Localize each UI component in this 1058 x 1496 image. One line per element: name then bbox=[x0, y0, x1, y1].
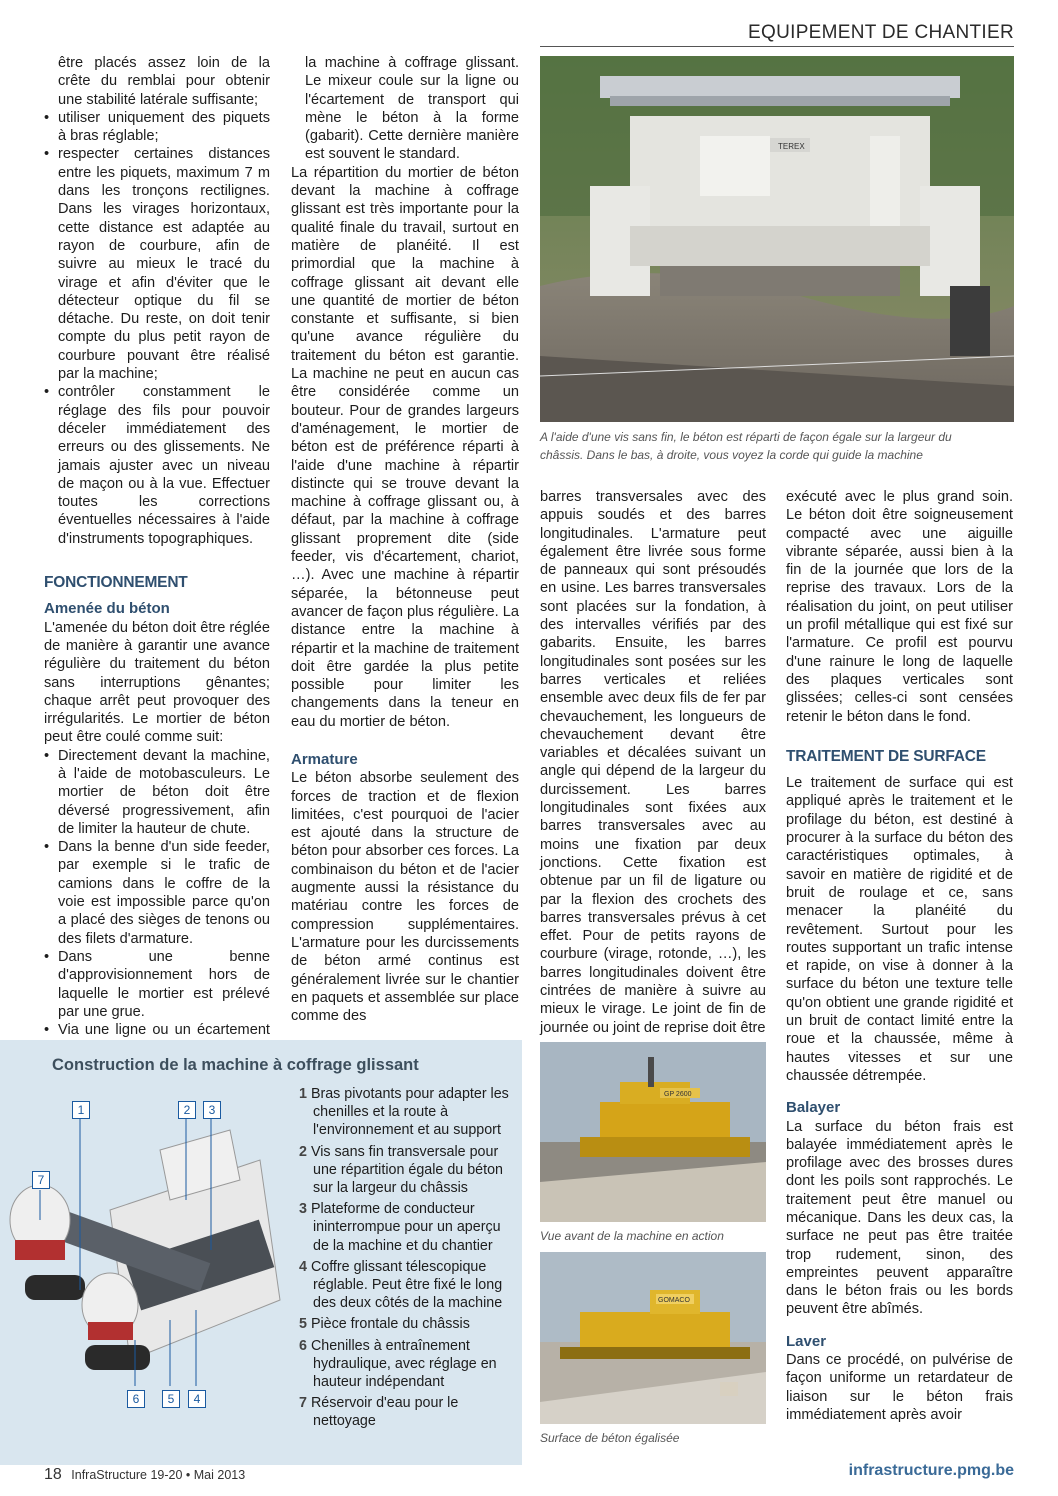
col1-bullets-2 bbox=[44, 747, 270, 1058]
header-rule bbox=[540, 46, 1014, 47]
photo-surface bbox=[540, 1252, 766, 1424]
parts-list bbox=[299, 1085, 511, 1434]
heading-traitement: TRAITEMENT DE SURFACE bbox=[786, 747, 986, 765]
callout-4: 4 bbox=[188, 1390, 206, 1408]
subheading-amenee: Amenée du béton bbox=[44, 600, 170, 618]
list-item: • respecter certaines distances entre les piquets, maximum 7 m dans les tronçons rectilignes. Dans les virages horizontaux, cette distance est adaptée au rayon de courbure, afin de suivre au mieux le tracé du virage et afin d'éviter que le détecteur optique du fil se détache. Du reste, on doit tenir compte du plus petit rayon de courbure pouvant être réalisé par la machine; bbox=[44, 145, 270, 383]
subheading-laver: Laver bbox=[786, 1332, 827, 1350]
machine-model-label: GP 2600 bbox=[664, 1091, 692, 1098]
callout-3: 3 bbox=[203, 1101, 221, 1119]
list-item: 1 Bras pivotants pour adapter les chenilles et la route à l'environnement et au support bbox=[299, 1086, 509, 1139]
column-2 bbox=[291, 54, 519, 1025]
callout-7: 7 bbox=[32, 1171, 50, 1189]
col4-para4: Dans ce procédé, on pulvérise de façon uniforme un retardateur de liaison sur le béton frais immédiatement après avoir bbox=[786, 1352, 1013, 1423]
construction-box-title: Construction de la machine à coffrage glissant bbox=[52, 1056, 419, 1074]
list-item: • Via une ligne ou un écartement bbox=[44, 1021, 270, 1058]
list-item: 3 Plateforme de conducteur ininterrompue pour un aperçu de la machine et du chantier bbox=[299, 1201, 501, 1254]
col2-para2: Le béton absorbe seulement des forces de traction et de flexion limitées, c'est pourquoi de l'acier est ajouté dans la structure de béton pour absorber ces forces. La combinaison du béton et de l'acier augmente aussi la résistance du matériau contre les forces de compression supplémentaires. L'armature pour les durcissements de béton armé continus est généralement livrée sur le chantier en paquets et assemblée sur place comme des bbox=[291, 770, 519, 1025]
callout-1: 1 bbox=[72, 1101, 90, 1119]
front-view-illustration bbox=[540, 1042, 766, 1222]
col1-para: L'amenée du béton doit être réglée de manière à garantir une avance régulière du traitement du béton sans interruptions gênantes; chaque arrêt peut provoquer des irrégularités. Le mortier de béton peut être coulé comme suit: bbox=[44, 619, 270, 746]
list-item: • Directement devant la machine, à l'aide de motobasculeurs. Le mortier de béton doit être déversé progressivement, afin de limiter la hauteur de chute. bbox=[44, 747, 270, 838]
list-item: 7 Réservoir d'eau pour le nettoyage bbox=[299, 1395, 459, 1430]
footer-left bbox=[44, 1466, 245, 1484]
subheading-armature: Armature bbox=[291, 750, 358, 768]
col2-para: La répartition du mortier de béton devant la machine à coffrage glissant est très importante pour la qualité finale du travail, surtout en matière de planéité. Il est primordial que la machine à coffrage glissant ait devant elle une quantité de mortier de béton constante et suffisante, si bien qu'une avance régulière du traitement du béton est garantie. La machine ne peut en aucun cas être considérée comme un bouteur. Pour de grandes largeurs d'aménagement, le mortier de béton est de préférence réparti à l'aide d'une machine à répartir distincte qui se trouve devant la machine à coffrage glissant ou, à défaut, par la machine à coffrage glissant proprement dite (side feeder, vis d'écartement, chariot, …). Avec une machine à répartir séparée, la bétonneuse peut avancer de façon plus régulière. La distance entre la machine à répartir et la machine de traitement doit être gardée la plus petite possible pour limiter les changements dans la teneur en eau du mortier de béton. bbox=[291, 164, 519, 730]
col1-bullets bbox=[44, 109, 270, 548]
col4-para3: La surface du béton frais est balayée immédiatement après le profilage avec des brosses dures dont les poils sont rapprochés. Le traitement peut être manuel ou mécanique. Dans les deux cas, la surface ne peut pas être traitée trop rudement, sinon, des empreintes peuvent apparaître dans le béton frais ou les bords peuvent être abîmés. bbox=[786, 1118, 1013, 1318]
caption-front-view: Vue avant de la machine en action bbox=[540, 1229, 724, 1243]
callout-5: 5 bbox=[162, 1390, 180, 1408]
col4-para: exécuté avec le plus grand soin. Le béton doit être soigneusement compacté avec une aiguille vibrante séparée, aussi bien à la fin de la journée que lors de la reprise des travaux. Lors de la réalisation du joint, on peut utiliser un profil métallique qui est fixé sur l'armature. Ce profil est pourvu d'une rainure le long de laquelle des plaques verticales sont glissées; celles-ci sont censées retenir le béton dans le fond. bbox=[786, 489, 1013, 725]
list-item: 4 Coffre glissant télescopique réglable. Peut être fixé le long des deux côtés de la machine bbox=[299, 1258, 503, 1312]
callout-2: 2 bbox=[178, 1101, 196, 1119]
col2-lead: la machine à coffrage glissant. Le mixeur coule sur la ligne ou l'écartement de transport qui mène le béton à la forme (gabarit). Cette dernière manière est souvent le standard. bbox=[305, 55, 519, 163]
subheading-balayer: Balayer bbox=[786, 1099, 841, 1117]
machine-diagram bbox=[0, 1090, 290, 1420]
section-header: EQUIPEMENT DE CHANTIER bbox=[748, 22, 1014, 43]
publication-info: InfraStructure 19-20 • Mai 2013 bbox=[71, 1468, 246, 1482]
callout-6: 6 bbox=[127, 1390, 145, 1408]
list-item: • Dans une benne d'approvisionnement hors de laquelle le mortier est prélevé par une grue. bbox=[44, 948, 270, 1021]
footer-url-link[interactable]: infrastructure.pmg.be bbox=[848, 1462, 1014, 1479]
surface-illustration bbox=[540, 1252, 766, 1424]
heading-fonctionnement: FONCTIONNEMENT bbox=[44, 574, 188, 592]
caption-surface: Surface de béton égalisée bbox=[540, 1431, 680, 1445]
col4-para2: Le traitement de surface qui est appliqué après le traitement et le profilage du béton, est destiné à procurer à la surface du béton des caractéristiques optimales, à savoir en matière de rigidité et de bruit de roulage et ce, sans menacer la planéité du revêtement. Surtout pour les routes supportant un trafic intense et rapide, on vise à donner à la surface du béton une texture telle qu'on obtient une grande rigidité et un bruit de contact limité entre la roue et la chaussée, même à hautes vitesses et sur une chaussée détrempée. bbox=[786, 775, 1013, 1084]
caption-main-photo: A l'aide d'une vis sans fin, le béton est réparti de façon égale sur la largeur du châssis. Dans le bas, à droite, vous voyez la corde qui guide la machine bbox=[540, 430, 952, 462]
list-item: • Dans la benne d'un side feeder, par exemple si le trafic de camions dans le coffre de la voie est impossible parce qu'on a placé des sièges de tenons ou des filets d'armature. bbox=[44, 838, 270, 948]
list-item: 2 Vis sans fin transversale pour une répartition égale du béton sur la largeur du châssis bbox=[299, 1143, 503, 1197]
column-3 bbox=[540, 488, 766, 1037]
col3-para: barres transversales avec des appuis soudés et des barres longitudinales. L'armature peut également être livrée sous forme de panneaux qui sont présoudés en usine. Les barres transversales sont placées sur la fondation, à des intervalles vérifiés par des gabarits. Ensuite, les barres longitudinales sont posées sur les barres verticales et reliées ensemble avec deux fils de fer par chevauchement, les longueurs de chevauchement devant être variables et décalées suivant un angle qui dépend de la largeur du durcissement. Les barres longitudinales sont fixées aux barres transversales avec au moins une fixation par deux jonctions. Cette fixation est obtenue par un fil de ligature ou par la flexion des crochets des barres transversales prévus à cet effet. Pour de petits rayons de courbure (virage, rotonde, …), les barres longitudinales doivent être cintrées de manière à suivre au mieux le virage. Le joint de fin de journée ou joint de reprise doit être bbox=[540, 489, 766, 1036]
machine-diagram-illustration bbox=[0, 1090, 290, 1420]
photo-front-view bbox=[540, 1042, 766, 1222]
machine-photo-illustration bbox=[540, 56, 1014, 422]
list-item: • contrôler constamment le réglage des fils pour pouvoir déceler immédiatement des erreurs ou des glissements. Ne jamais ajuster avec un niveau de maçon ou à la vue. Effectuer toutes les corrections éventuelles nécessaires à l'aide d'instruments topographiques. bbox=[44, 383, 270, 548]
col1-lead: être placés assez loin de la crête du remblai pour obtenir une stabilité latérale suffisante; bbox=[58, 55, 270, 108]
machine-brand-label: TEREX bbox=[778, 142, 805, 151]
list-item: 5 Pièce frontale du châssis bbox=[299, 1316, 470, 1333]
list-item: • utiliser uniquement des piquets à bras réglable; bbox=[44, 109, 270, 146]
column-1 bbox=[44, 54, 270, 1058]
list-item: 6 Chenilles à entraînement hydraulique, avec réglage en hauteur indépendant bbox=[299, 1337, 497, 1391]
column-4 bbox=[786, 488, 1013, 1424]
page-number: 18 bbox=[44, 1466, 62, 1483]
machine-brand-label-2: GOMACO bbox=[658, 1297, 690, 1304]
photo-slipform-machine bbox=[540, 56, 1014, 422]
